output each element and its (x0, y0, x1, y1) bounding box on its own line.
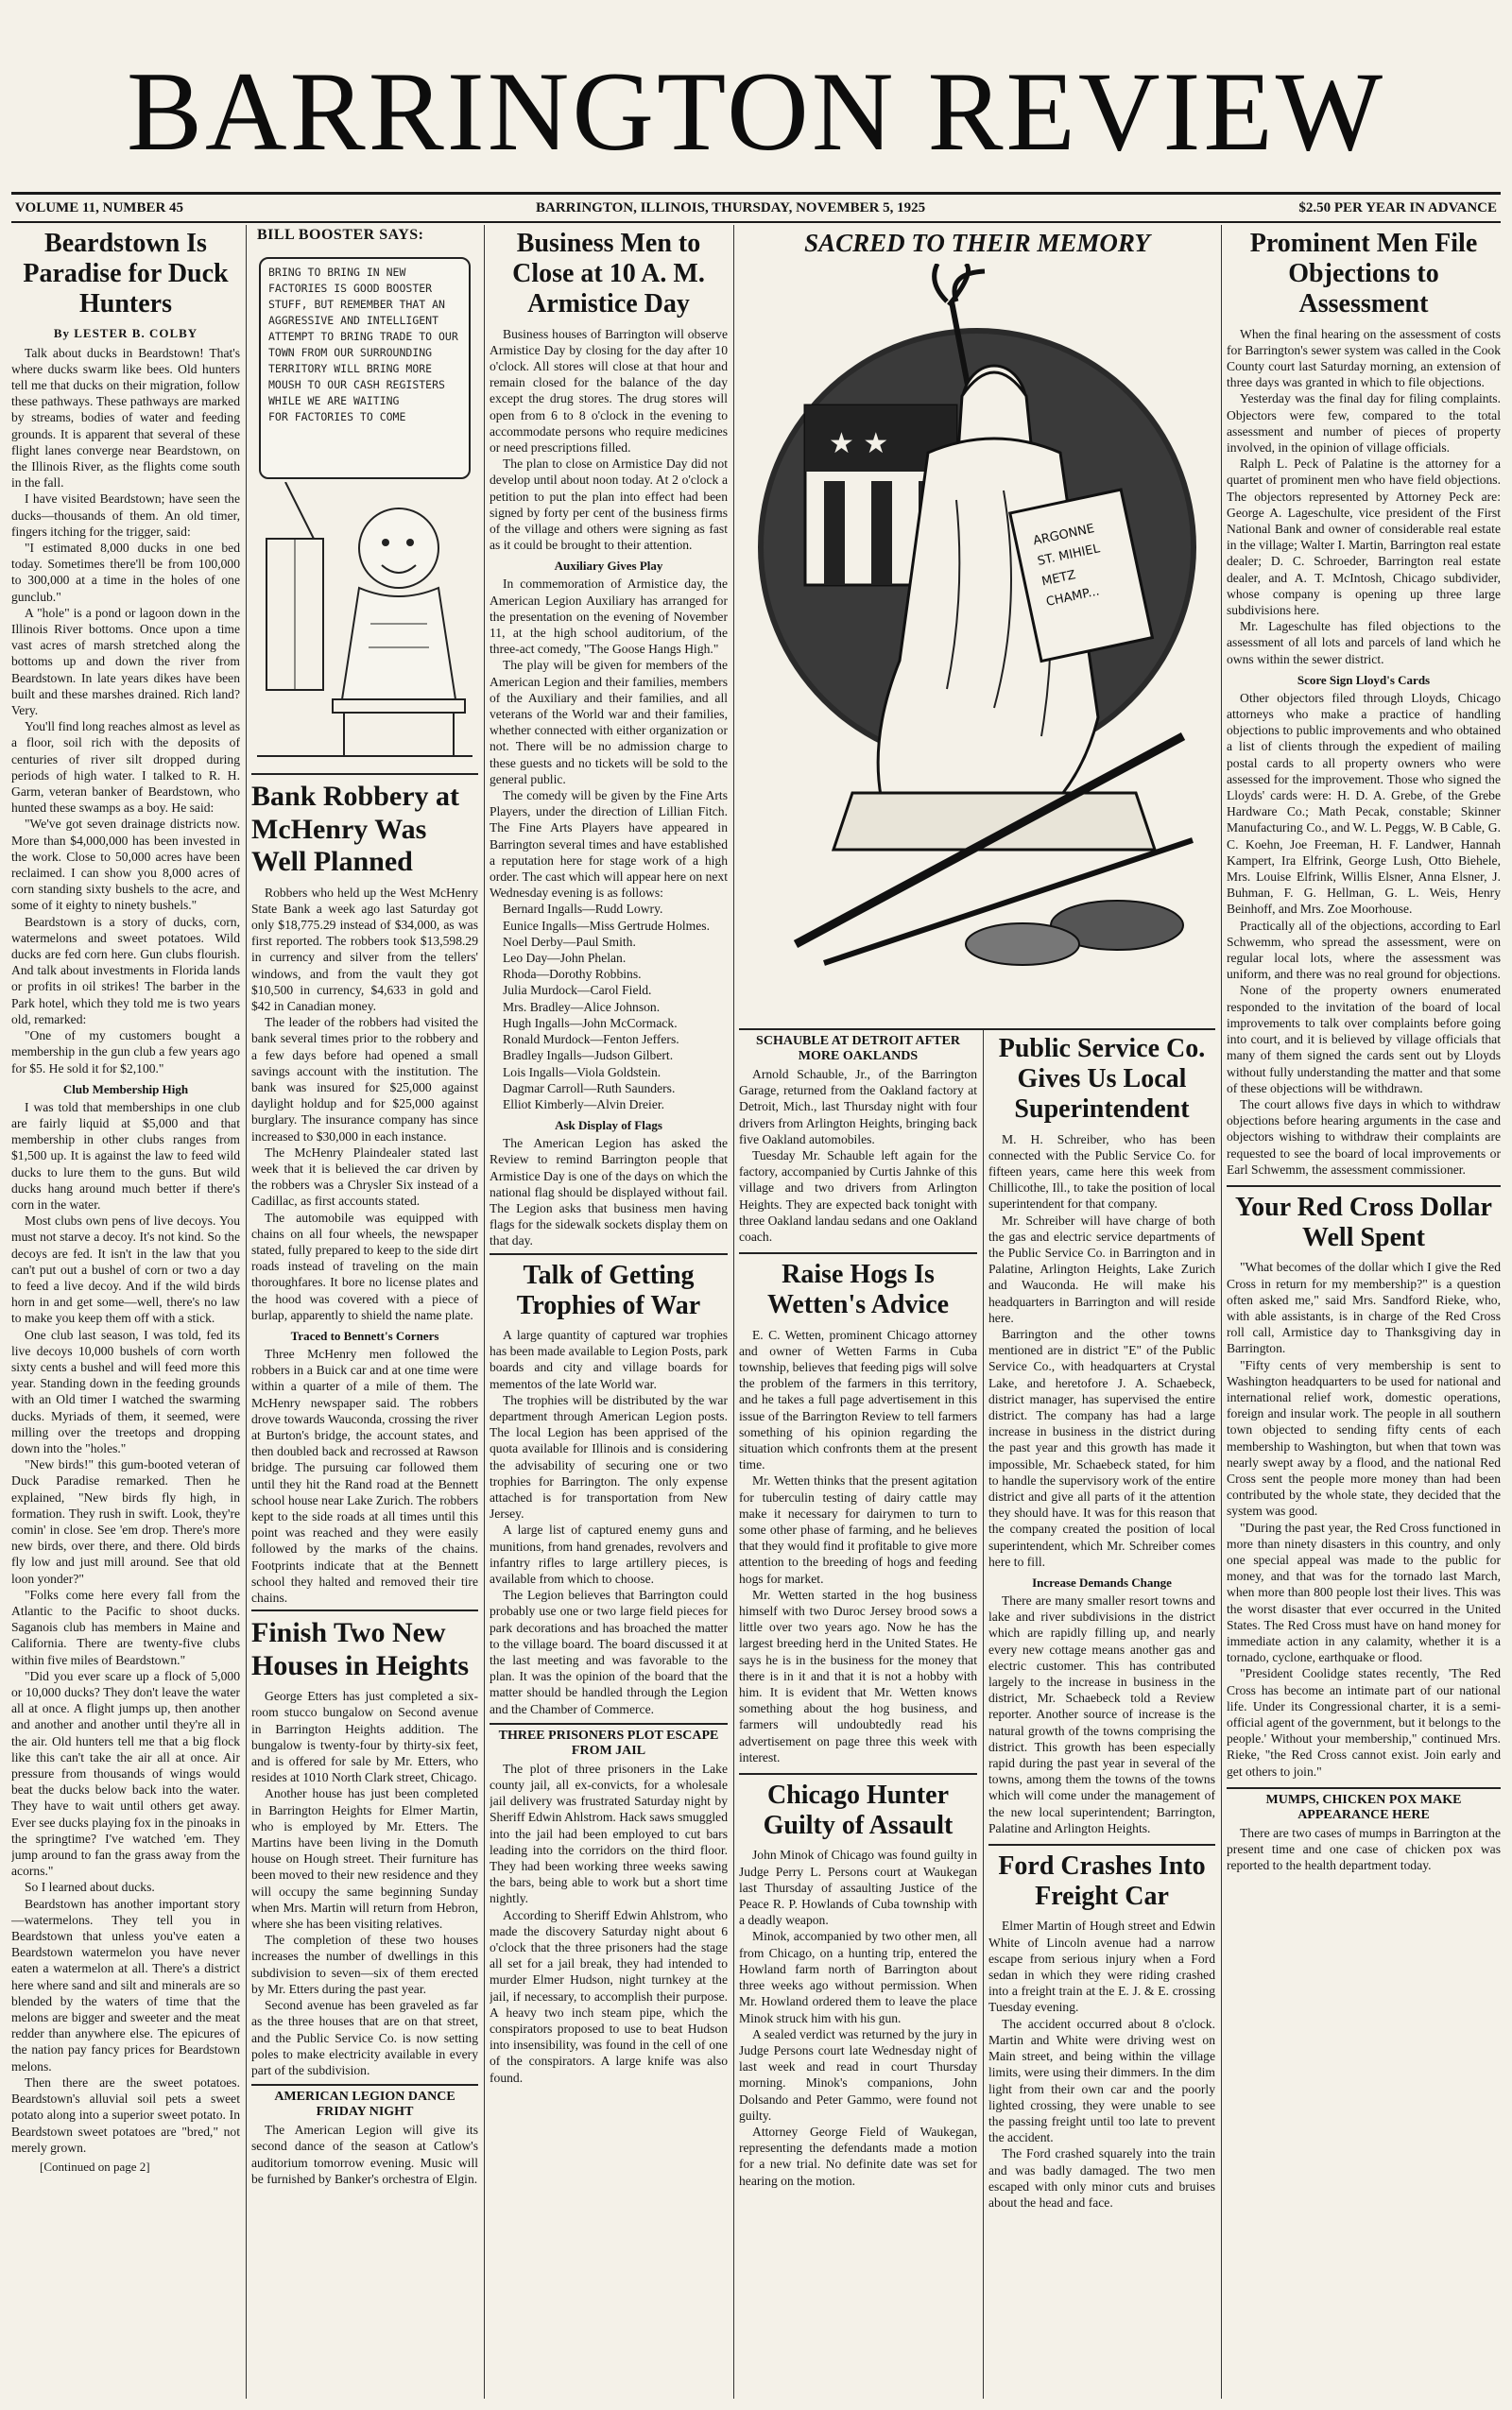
paragraph: The play will be given for members of the American Legion and their families, members of the Auxiliary and their families, and all veterans of the World war and their families, whether connected with either organization or not. There will be no admission charge to these guests and no tickets will be sold to the general public. (490, 658, 728, 786)
headline-chicago-hunter: Chicago Hunter Guilty of Assault (739, 1773, 977, 1841)
column-3 (490, 225, 728, 2399)
liberty-figure-drawing (739, 264, 1215, 1020)
article-bank-robbery (251, 885, 478, 1607)
headline-mumps: MUMPS, CHICKEN POX MAKE APPEARANCE HERE (1227, 1787, 1501, 1823)
subhead: Auxiliary Gives Play (554, 559, 663, 574)
paragraph: Elmer Martin of Hough street and Edwin White of Lincoln avenue had a narrow escape from serious injury when a Ford sedan in which they were riding crashed into a freight train at the E. J. & E. crossing Tuesday evening. (988, 1919, 1215, 2015)
cast-line: Elliot Kimberly—Alvin Dreier. (503, 1096, 665, 1111)
paragraph: The accident occurred about 8 o'clock. Martin and White were driving west on Main street, and being within the village limits, were using their dimmers. In the dim light from their own car and the poorly lighted crossing, they were unable to see the passing freight until too late to prevent the accident. (988, 2016, 1215, 2145)
subhead: Increase Demands Change (1032, 1575, 1172, 1591)
headline-public-service: Public Service Co. Gives Us Local Superintendent (998, 1034, 1206, 1125)
paragraph: Most clubs own pens of live decoys. You must not starve a decoy. It's not kind. So the decoys are fed. It isn't in the law that you can't put out a bushel of corn or two a day to feed a live decoy. And if the wild birds horn in and get some—well, there's no law to make you keep them off with a stick. (11, 1214, 240, 1326)
paragraph: The plot of three prisoners in the Lake county jail, all ex-convicts, for a wholesale jail delivery was frustrated Saturday night by Sheriff Edwin Ahlstrom. Hack saws smuggled into the jail had been employed to cut bars leading into the corridors on the third floor. They had been working three weeks sawing the bars, being able to work but a short time nightly. (490, 1761, 728, 1906)
book-line: CHAMP... (1044, 584, 1101, 610)
svg-text:★ ★: ★ ★ (829, 427, 889, 461)
paragraph: Robbers who held up the West McHenry State Bank a week ago last Saturday got only $18,775.29 instead of $34,000, as was first reported. The robbers took $13,598.29 in currency and silver from the tellers' windows, and from the vault they got $10,500 in currency, $4,633 in gold and $42 in Canadian money. (251, 885, 478, 1013)
headline-schauble: SCHAUBLE AT DETROIT AFTER MORE OAKLANDS (756, 1034, 960, 1063)
caption-line: FACTORIES IS GOOD BOOSTER (268, 282, 433, 295)
paragraph: Three McHenry men followed the robbers in a Buick car and at one time were within a quarter of a mile of them. The McHenry newspaper said. The robbers drove towards Wauconda, crossing the river at Burton's bridge, the account states, and then doubled back and recrossed at Rawson bridge. The pursuing car followed them until they hit the Rand road at the Bennett school house near Lake Zurich. The robbers kept to the side roads at all times until this point was reached and they were easily followed by the marks of the chains. Footprints indicate that at the Bennett school they halted and removed their tire chains. (251, 1346, 478, 1606)
paragraph: Mr. Wetten started in the hog business himself with two Duroc Jersey brood sows a little over two years ago. Now he has the largest breeding herd in the United States. He says he is in the business for the money that there is in it and that it is not a hobby with him. It is evident that Mr. Wetten knows something about the hog business, and farmers will undoubtedly read his advertisement on page three this week with interest. (739, 1587, 977, 1764)
paragraph: A sealed verdict was returned by the jury in Judge Persons court late Wednesday night of last week and read in court Thursday morning. Minok's companions, John Dolsando and Peter Gammo, were found not guilty. (739, 2026, 977, 2123)
masthead-rule-bottom (11, 221, 1501, 223)
memorial-illustration (739, 225, 1215, 1028)
column-6 (1227, 225, 1501, 2399)
paragraph: Arnold Schauble, Jr., of the Barrington Garage, returned from the Oakland factory at Detroit, Mich., last Thursday night with four drivers from Arlington Heights, bringing back five Oakland automobiles. (739, 1067, 977, 1146)
caption-line: TERRITORY WILL BRING MORE (268, 362, 433, 375)
paragraph: Mr. Lageschulte has filed objections to the assessment of all lots and parcels of land which he owns within the sewer district. (1227, 619, 1501, 666)
headline-raise-hogs: Raise Hogs Is Wetten's Advice (739, 1252, 977, 1320)
paragraph: "President Coolidge states recently, 'The Red Cross has become an intimate part of our national life. Under its Congressional charter, it is a semi-official agent of the government, but it belongs to the people.' Without your membership," continued Mrs. Rieke, "the Red Cross cannot exist. Join early and get others to join." (1227, 1666, 1501, 1779)
continued-note: [Continued on page 2] (40, 2159, 150, 2174)
headline-beardstown: Beardstown Is Paradise for Duck Hunters (23, 229, 229, 319)
cast-line: Bernard Ingalls—Rudd Lowry. (503, 902, 663, 917)
paragraph: The completion of these two houses increases the number of dwellings in this subdivision to seven—six of them erected by Mr. Etters during the past year. (251, 1933, 478, 1996)
paragraph: The comedy will be given by the Fine Arts Players, under the direction of Lillian Fitch. The Fine Arts Players have appeared in Barrington several times and have established a reputation here for stage work of a high order. The cast which will appear here on next Wednesday evening is as follows: (490, 788, 728, 901)
column-1 (11, 225, 240, 2399)
bill-booster-figure (257, 482, 472, 766)
paragraph: "I estimated 8,000 ducks in one bed today. Sometimes there'll be from 100,000 to 300,000 at a time in the holes of one gunclub." (11, 541, 240, 604)
subhead: Traced to Bennett's Corners (290, 1328, 439, 1343)
paragraph: Beardstown has another important story—watermelons. They tell you in Beardstown that unless you've eaten a Beardstown watermelon you have never eaten a watermelon at all. There's a district here where sand and silt and minerals are so blended by the waters of time that the melons are bigger and sweeter and the meat redder than anywhere else. The epicures of the nation pay fancy prices for Beardstown melons. (11, 1896, 240, 2074)
paragraph: Yesterday was the final day for filing complaints. Objectors were few, compared to the total assessment and number of pieces of property involved, in the opinion of village officials. (1227, 391, 1501, 455)
masthead-rule-top (11, 192, 1501, 195)
byline: By LESTER B. COLBY (53, 325, 198, 340)
paragraph: Tuesday Mr. Schauble left again for the factory, accompanied by Curtis Jahnke of this village and two drivers from Arlington Heights. They are expected back tonight with three Oakland landau sedans and one Oakland coach. (739, 1148, 977, 1245)
subhead: Score Sign Lloyd's Cards (1297, 672, 1431, 687)
paragraph: When the final hearing on the assessment of costs for Barrington's sewer system was called in the Cook County court last Saturday morning, an extension of three days was granted in which to file objections. (1227, 326, 1501, 390)
headline-two-houses: Finish Two New Houses in Heights (251, 1610, 478, 1682)
article-beardstown (11, 345, 240, 2175)
subscription-price: $2.50 PER YEAR IN ADVANCE (1298, 200, 1497, 215)
paragraph: The American Legion will give its second dance of the season at Catlow's auditorium tomorrow evening. Music will be furnished by Banker's orchestra of Elgin. (251, 2123, 478, 2186)
paragraph: There are many smaller resort towns and lake and river subdivisions in the district which are rapidly filling up, and nearly every new cottage means another gas and electric customer. This has contributed largely to the increase in business in the district, Mr. Schaebeck told a Review reporter. Another source of increase is the natural growth of the towns comprising the district. This growth has been especially rapid during the past year in several of the towns, among them the towns of the towns which will come under the management of the new local superintendent; Barrington, Palatine and Arlington Heights. (988, 1593, 1215, 1835)
paragraph: Minok, accompanied by two other men, all from Chicago, on a hunting trip, entered the Howland farm north of Barrington about three weeks ago without permission. When Mr. Howland ordered them to leave the place Minok struck him with his gun. (739, 1929, 977, 2025)
paragraph: John Minok of Chicago was found guilty in Judge Perry L. Persons court at Waukegan last Thursday of assaulting Justice of the Peace R. P. Howlands of Cuba township with a deadly weapon. (739, 1848, 977, 1928)
subhead: Ask Display of Flags (555, 1118, 662, 1133)
paragraph: "What becomes of the dollar which I give the Red Cross in return for my membership?" is a question often asked me," said Mrs. Sandford Rieke, who, with able assistants, is in charge of the Red Cross roll call, Armistice day to Thanksgiving day in Barrington. (1227, 1260, 1501, 1356)
column-rule (1221, 225, 1222, 2399)
paragraph: Practically all of the objections, according to Earl Schwemm, who spread the assessment, were on regular local lots, where the assessment was uniform, and there was no real ground for objections. (1227, 918, 1501, 982)
headline-armistice-closing: Business Men to Close at 10 A. M. Armistice Day (512, 229, 705, 319)
paragraph: A large quantity of captured war trophies has been made available to Legion Posts, park boards and city and village boards for mementos of the late World war. (490, 1327, 728, 1391)
paragraph: E. C. Wetten, prominent Chicago attorney and owner of Wetten Farms in Cuba township, believes that feeding pigs will solve the problem of the farmers in this territory, and he takes a full page advertisement in this issue of the Barrington Review to tell farmers something of his opinion regarding the situation which confronts them at the present time. (739, 1327, 977, 1472)
paragraph: The Ford crashed squarely into the train and was badly damaged. The two men escaped with only minor cuts and bruises about the head and face. (988, 2146, 1215, 2210)
masthead (0, 0, 1512, 194)
caption-line: MOUSH TO OUR CASH REGISTERS (268, 378, 445, 391)
cast-line: Bradley Ingalls—Judson Gilbert. (503, 1048, 674, 1063)
subhead: Club Membership High (62, 1081, 189, 1096)
cartoon-bill-booster (251, 227, 478, 775)
paragraph: Mr. Wetten thinks that the present agitation for tuberculin testing of dairy cattle may make it necessary for dairymen to turn to some other phase of farming, and he believes that they would find it profitable to give more attention to the breeding of hogs and feeding hogs for market. (739, 1473, 977, 1586)
article-two-houses (251, 1688, 478, 2078)
dateline-text: BARRINGTON, ILLINOIS, THURSDAY, NOVEMBER 5, 1925 (536, 200, 926, 215)
paragraph: One club last season, I was told, fed its live decoys 10,000 bushels of corn worth sixty cents a bushel and will feed more this year. Standing down in the feeding grounds with an Old timer I watched the swarming ducks. Myriads of them, it seemed, were milling over the treetops and dropping down into the "holes." (11, 1327, 240, 1455)
cast-line: Leo Day—John Phelan. (503, 951, 627, 966)
paragraph: Beardstown is a story of ducks, corn, watermelons and sweet potatoes. Wild ducks are fed corn here. Gun clubs flourish. And talk about investments in Florida lands or profits in oil strikes! The barber in the Park hotel, which they told me is two years old, remarked: (11, 914, 240, 1026)
cartoon-caption (268, 265, 463, 425)
dateline-bar (11, 197, 1501, 221)
headline-war-trophies: Talk of Getting Trophies of War (490, 1253, 728, 1321)
paragraph: According to Sheriff Edwin Ahlstrom, who made the discovery Saturday night about 6 o'clock that the three prisoners had the stage all set for a jail break, they had intended to murder Elmer Hudson, night turnkey at the jail, if necessary, to accomplish their purpose. A heavy two inch steam pipe, which the conspirators proposed to use to beat Hudson into insensibility, was found in the cell of one of the conspirators. A large knife was also found. (490, 1907, 728, 2085)
caption-line: ATTEMPT TO BRING TRADE TO OUR (268, 330, 458, 343)
illustration-caption: SACRED TO THEIR MEMORY (804, 229, 1150, 257)
paragraph: A "hole" is a pond or lagoon down in the Illinois River bottoms. Once upon a time vast acres of marsh stretched along the bottoms up and down the river from Beardstown. In late years dikes have been built and these marshes drained. Rich land? Very. (11, 605, 240, 718)
column-4 (739, 1034, 977, 2399)
cast-line: Hugh Ingalls—John McCormack. (503, 1015, 678, 1030)
caption-line: WHILE WE ARE WAITING (268, 394, 400, 407)
paragraph: "Fifty cents of very membership is sent to Washington headquarters to be used for national and international relief work, domestic operations, foreign and insular work. The people in all southern town objected to sending fifty cents of each membership to Washington, but when that town was nearly swept away by a flood, and the national Red Cross sent the people more money than had been contributed by the whole state, they decided that the system was good. (1227, 1357, 1501, 1519)
paragraph: Other objectors filed through Lloyds, Chicago attorneys who make a practice of handling objections to public improvements and who obtained a list of clients through the expedient of mailing postal cards to all property owners who were assessed for the improvement. Those who signed the Lloyds' cards were: H. D. A. Grebe, of the Grebe Hardware Co.; Math Pecak, constable; Skinner Manufacturing Co., and W. L. Peggs, W. B Cable, G. C. Koehn, Joe Freeman, H. F. Landwer, Hannah Kampert, Ira Elfrink, George Lush, Otto Biehele, Mrs. Louise Elfrink, Willis Elsner, Anna Elsner, J. Buhman, F. G. Hellman, G. L. Weis, Henry Beinhoff, and Mrs. Zoe Moorhouse. (1227, 690, 1501, 917)
column-5 (988, 1034, 1215, 2399)
volume-number: VOLUME 11, NUMBER 45 (15, 200, 184, 215)
headline-legion-dance: AMERICAN LEGION DANCE FRIDAY NIGHT (251, 2084, 478, 2120)
paragraph: So I learned about ducks. (25, 1880, 155, 1895)
column-2 (251, 225, 478, 2399)
paragraph: George Etters has just completed a six-room stucco bungalow on Second avenue in Barrington Heights addition. The bungalow is twenty-four by thirty-six feet, and is offered for sale by Mr. Etters, who resides at 1010 North Clark street, Chicago. (251, 1689, 478, 1785)
paragraph: Ralph L. Peck of Palatine is the attorney for a quartet of prominent men who have field objections. The objectors represented by Attorney Peck are: George A. Lageschulte, vice president of the First National Bank and owner of considerable real estate in the village; Walter I. Martin, Barrington real estate dealer; D. C. Schroeder, Barrington real estate dealer, and A. T. McIntosh, Chicago subdivider, whose company is opening up three large subdivisions here. (1227, 456, 1501, 618)
paragraph: The automobile was equipped with chains on all four wheels, the newspaper stated, fully prepared to keep to the side dirt roads instead of traveling on the main thoroughfares. It bore no license plates and the hood was covered with a piece of burlap, apparently to shield the name plate. (251, 1210, 478, 1322)
cast-line: Rhoda—Dorothy Robbins. (503, 967, 642, 982)
book-line: ARGONNE (1031, 522, 1096, 549)
paragraph: Mr. Schreiber will have charge of both the gas and electric service departments of the Public Service Co. in Barrington and in Palatine, Arlington Heights, Lake Zurich and Wauconda. He will make his headquarters in Barrington and will reside here. (988, 1213, 1215, 1325)
paragraph: Talk about ducks in Beardstown! That's where ducks swarm like bees. Old hunters tell me that ducks on their migration, follow these pathways. These pathways are marked by streams, bodies of water and feeding grounds. It is apparent that several of these flight lanes converge near Beardstown, on the Illinois River, as the flights come south in the fall. (11, 345, 240, 491)
headline-ford-crash: Ford Crashes Into Freight Car (988, 1844, 1215, 1912)
article-war-trophies (490, 1327, 728, 1717)
cast-line: Lois Ingalls—Viola Goldstein. (503, 1064, 662, 1079)
paragraph: Barrington and the other towns mentioned are in district "E" of the Public Service Co., with headquarters at Crystal Lake, and heretofore J. A. Schaebeck, district manager, has supervised the entire district. The company has had a large increase in business in the district during the past year and this growth has made it impossible, Mr. Schaebeck stated, for him to handle the supervisory work of the entire district and give all parts of it the attention they should have. It was for this reason that the company created the position of local superintendent, which Mr. Schreiber comes here to fill. (988, 1327, 1215, 1569)
paragraph: "New birds!" this gum-booted veteran of Duck Paradise remarked. Then he explained, "New birds fly high, in formation. They rush in swift. Look, they're comin' in close. See 'em drop. There's more new birds, over there, and there. Old birds fly low and just mill around. See that old loon yonder?" (11, 1457, 240, 1586)
paragraph: "One of my customers bought a membership in the gun club a few years ago for $5. He sold it for $2,100." (11, 1028, 240, 1076)
paragraph: Then there are the sweet potatoes. Beardstown's alluvial soil pets a sweet potato along into a superior sweet potato. In Beardstown sweet potatoes are "bred," not merely grown. (11, 2074, 240, 2155)
cast-line: Noel Derby—Paul Smith. (503, 934, 636, 949)
cartoon-label: BILL BOOSTER SAYS: (257, 227, 424, 243)
paragraph: Attorney George Field of Waukegan, representing the defendants made a motion for a new trial. No definite date was set for hearing on the motion. (739, 2124, 977, 2188)
paragraph: "During the past year, the Red Cross functioned in more than ninety disasters in this country, and only one special appeal was made to the public for money, and that was for the tornado last March, when more than 800 people lost their lives. This was the worst disaster that ever occurred in the United States. The Red Cross must have on hand money for immediate action in any calamity, whether it is a tornado, cyclone, earthquake or flood. (1227, 1520, 1501, 1665)
cast-line: Eunice Ingalls—Miss Gertrude Holmes. (503, 918, 710, 933)
newspaper-title: BARRINGTON REVIEW (126, 48, 1386, 174)
headline-red-cross: Your Red Cross Dollar Well Spent (1227, 1185, 1501, 1253)
headline-jail-plot: THREE PRISONERS PLOT ESCAPE FROM JAIL (490, 1723, 728, 1759)
paragraph: A large list of captured enemy guns and munitions, from hand grenades, revolvers and infantry rifles to large artillery pieces, is available from which to choose. (490, 1523, 728, 1586)
column-rule (733, 225, 734, 2399)
column-rule (246, 225, 247, 2399)
paragraph: The Legion believes that Barrington could probably use one or two large field pieces for park decorations and has broached the matter to the village board. The board discussed it at the last meeting and was favorable to the plan. It was the opinion of the board that the matter should be handled through the Legion and the Chamber of Commerce. (490, 1588, 728, 1716)
column-rule (484, 225, 485, 2399)
cast-line: Mrs. Bradley—Alice Johnson. (503, 999, 661, 1014)
article-armistice-closing (490, 326, 728, 1249)
paragraph: Another house has just been completed in Barrington Heights for Elmer Martin, who is employed by Mr. Etters. The Martins have been living in the Domuth house on Hough street. Their furniture has been moved to their new residence and they will occupy the same beginning Sunday when Mrs. Martin will return from Hebron, where she has been visiting relatives. (251, 1786, 478, 1932)
caption-line: BRING TO BRING IN NEW (268, 266, 406, 279)
cast-line: Julia Murdock—Carol Field. (503, 983, 652, 998)
paragraph: The McHenry Plaindealer stated last week that it is believed the car driven by the robbers was a Chrysler Six instead of a Cadillac, as first accounts stated. (251, 1145, 478, 1209)
paragraph: I have visited Beardstown; have seen the ducks—thousands of them. An old timer, fingers itching for the trigger, said: (11, 491, 240, 539)
illustration-rule (739, 1028, 1215, 1030)
paragraph: The court allows five days in which to withdraw objections before hearing arguments in the case and objectors wishing to withdraw their complaints are requested to see the board of local improvements or Earl Schwemm, the assessment commissioner. (1227, 1096, 1501, 1177)
paragraph: None of the property owners enumerated responded to the invitation of the board of local improvements to talk over complaints before going into court, and it is believed by village officials that many of them signed the cards sent out by Lloyds without fully understanding the matter and that some of these objections will be withdrawn. (1227, 983, 1501, 1095)
book-line: METZ (1040, 568, 1077, 590)
cast-line: Ronald Murdock—Fenton Jeffers. (503, 1032, 679, 1047)
book-line: ST. MIHIEL (1036, 542, 1102, 569)
caption-line: AGGRESSIVE AND INTELLIGENT (268, 314, 439, 327)
caption-line: FOR FACTORIES TO COME (268, 410, 406, 423)
headline-bank-robbery: Bank Robbery at McHenry Was Well Planned (251, 781, 460, 877)
paragraph: "Folks come here every fall from the Atlantic to the Pacific to shoot ducks. Saganois club has members in Maine and California. There are twenty-five clubs within five miles of Beardstown." (11, 1587, 240, 1667)
paragraph: "We've got seven drainage districts now. More than $4,000,000 has been invested in the work. Close to 50,000 acres have been reclaimed. I can show you 8,000 acres of corn standing sixty bushels to the acre, and some of it eighty to ninety bushels." (11, 817, 240, 913)
paragraph: I was told that memberships in one club are fairly liquid at $5,000 and that membership in other clubs ranges from $1,500 up. It is against the law to feed wild ducks to lure them to the guns. But wild ducks hang around much better if there's corn in the water. (11, 1099, 240, 1212)
paragraph: In commemoration of Armistice day, the American Legion Auxiliary has arranged for the presentation on the evening of November 11, at the high school auditorium, of the three-act comedy, "The Goose Hangs High." (490, 577, 728, 657)
paragraph: The plan to close on Armistice Day did not develop until about noon today. At 2 o'clock a petition to put the plan into effect had been signed by forty per cent of the business firms of the village and others were signing as fast as it could be brought to their attention. (490, 456, 728, 553)
paragraph: Second avenue has been graveled as far as the three houses that are on that street, and the Public Service Co. is now setting poles to make electricity available in every part of the subdivision. (251, 1998, 478, 2077)
paragraph: "Did you ever scare up a flock of 5,000 or 10,000 ducks? They don't leave the water all at once. A flight jumps up, then another and another and another until they're all in the air. Old hunters tell me that a big flock like this can't take the air all at once. Air pressure from thousands of wings would beat the ducks below back into the water. They have to wait until others get away. Ever see ducks playing fox in the pinoaks in the springtime? I've watched 'em. They jump around to fan the grass away from the acorns." (11, 1668, 240, 1879)
paragraph: The American Legion has asked the Review to remind Barrington people that Armistice Day is one of the days on which the national flag should be displayed without fail. The Legion asks that business men having flags for the sidewalk sockets display them on that day. (490, 1136, 728, 1248)
paragraph: The trophies will be distributed by the war department through American Legion posts. The local Legion has been apprised of the quota available for Illinois and is considering the advisability of securing one or two trophies for Barrington. The only expense attached is for transportation from New Jersey. (490, 1392, 728, 1522)
paragraph: Business houses of Barrington will observe Armistice Day by closing for the day after 10 o'clock. All stores will close at that hour and remain closed for the balance of the day except the drug stores. The drug stores will open from 6 to 8 o'clock in the evening to accommodate persons who require medicines or need prescriptions filled. (490, 326, 728, 455)
cast-line: Dagmar Carroll—Ruth Saunders. (503, 1080, 676, 1095)
caption-line: STUFF, BUT REMEMBER THAT AN (268, 298, 445, 311)
paragraph: M. H. Schreiber, who has been connected with the Public Service Co. for fifteen years, came here this week from Chillicothe, Ill., to take the position of local superintendent for that company. (988, 1131, 1215, 1212)
paragraph: The leader of the robbers had visited the bank several times prior to the robbery and a few days before had opened a small savings account with the institution. The bank was insured for $25,000 against daylight holdup and for $25,000 against burglary. The insurance company has since increased to $30,000 in each instance. (251, 1015, 478, 1144)
headline-objections: Prominent Men File Objections to Assessment (1249, 229, 1478, 319)
paragraph: You'll find long reaches almost as level as a floor, soil rich with the deposits of centuries of river silt dropped during periods of high water. I talked to R. H. Garm, veteran banker of Beardstown, who hunted these swamps as a boy. He said: (11, 719, 240, 816)
caption-line: TOWN FROM OUR SURROUNDING (268, 346, 433, 359)
paragraph: There are two cases of mumps in Barrington at the present time and one case of chicken pox was reported to the health department today. (1227, 1825, 1501, 1873)
